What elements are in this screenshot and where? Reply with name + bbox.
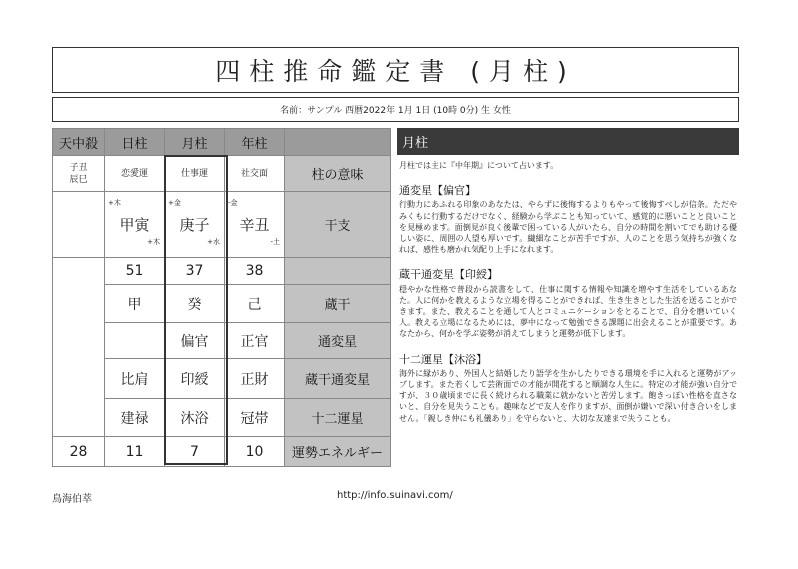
- energy-year: 10: [225, 437, 285, 467]
- kanshi-year-bottom: -土: [270, 238, 280, 246]
- tenchusatsu-blank-2: [53, 258, 105, 437]
- footer-url-link[interactable]: http://info.suinavi.com/: [337, 490, 453, 501]
- number-month: 37: [165, 258, 225, 285]
- kanshi-day: [105, 192, 165, 258]
- number-year: 38: [225, 258, 285, 285]
- label-unsei: 十二運星: [285, 399, 391, 437]
- zoukan-tsuhen-month: 印綬: [165, 359, 225, 399]
- tenchusatsu-blank-1: [53, 192, 105, 258]
- zoukan-year: 己: [225, 285, 285, 323]
- kanshi-month-top: +金: [168, 199, 181, 207]
- header-month-pillar: 月柱: [165, 129, 225, 156]
- section-text-tsuhen: 行動力にあふれる印象のあなたは、やらずに後悔するよりもやって後悔すべしが信条。ただやみくもに行動するだけでなく、経験から学ぶことも知っていて、感覚的に悪いことと良いことを見極めます。面倒見が良く後輩で困っている人がいたら、自分の時間を割いてでも助ける優しい姿に、周囲の人望も厚いです。繊細なことが苦手ですが、人のことを思う気持ちが強くなれば、感性も磨かれ気配り上手になれます。: [399, 200, 737, 255]
- section-text-unsei: 海外に縁があり、外国人と結婚したり語学を生かしたりできる環境を手に入れると運勢がアップします。また若くして芸術面での才能が開花すると順調な人生に。特定の才能が強い自分ですが、３０歳頃までに長く続けられる職業に就かないと苦労します。飽きっぽい性格を直さないと、自分を見失うことも。趣味などで友人を作りますが、面倒が嫌いで深い付き合いをしません。「親しき仲にも礼儀あり」を守らないと、大切な友達まで失うことも。: [399, 368, 737, 423]
- meishiki-table: [52, 128, 391, 467]
- kanshi-day-top: +木: [108, 199, 121, 207]
- kanshi-year-main: 辛丑: [239, 216, 270, 234]
- kanshi-day-main: 甲寅: [119, 216, 150, 234]
- tsuhen-month: 偏官: [165, 323, 225, 359]
- meaning-year: 社交面: [225, 156, 285, 192]
- header-tenchusatsu: 天中殺: [53, 129, 105, 156]
- panel-intro: 月柱では主に『中年期』について占います。: [399, 161, 559, 170]
- zoukan-tsuhen-year: 正財: [225, 359, 285, 399]
- kanshi-month: [165, 192, 225, 258]
- energy-tenchusatsu: 28: [53, 437, 105, 467]
- section-title-zoukan-tsuhen: 蔵干通変星【印綬】: [399, 268, 498, 282]
- label-energy: 運勢エネルギー: [285, 437, 391, 467]
- energy-month: 7: [165, 437, 225, 467]
- footer-author: 鳥海伯萃: [52, 494, 92, 505]
- kanshi-year: [225, 192, 285, 258]
- energy-day: 11: [105, 437, 165, 467]
- header-day-pillar: 日柱: [105, 129, 165, 156]
- panel-heading: 月柱: [397, 128, 739, 155]
- label-zoukan: 蔵干: [285, 285, 391, 323]
- label-number-blank: [285, 258, 391, 285]
- label-zoukan-tsuhen: 蔵干通変星: [285, 359, 391, 399]
- label-tsuhen: 通変星: [285, 323, 391, 359]
- page-title: 四柱推命鑑定書 (月柱): [52, 47, 739, 93]
- kanshi-year-top: -金: [228, 199, 238, 207]
- unsei-month: 沐浴: [165, 399, 225, 437]
- section-title-tsuhen: 通変星【偏官】: [399, 184, 476, 198]
- tsuhen-day: [105, 323, 165, 359]
- zoukan-month: 癸: [165, 285, 225, 323]
- meaning-month: 仕事運: [165, 156, 225, 192]
- section-title-unsei: 十二運星【沐浴】: [399, 352, 487, 366]
- section-text-zoukan-tsuhen: 穏やかな性格で普段から読書をして、仕事に関する情報や知識を増やす生活をしているあなた。人に何かを教えるような立場を得ることができれば、生き生きとした生活を送ることができます。また、教えることを通して人とコミュニケーションをとることで、自分を磨いていく人。教える立場になるためには、夢中になって勉強できる課題に出会えることが重要です。あなたから、何かを学ぶ姿勢が消えてしまうと運勢が低下します。: [399, 284, 737, 339]
- tenchusatsu-text: 子丑 辰巳: [69, 162, 88, 185]
- label-meaning: 柱の意味: [285, 156, 391, 192]
- meaning-day: 恋愛運: [105, 156, 165, 192]
- tsuhen-year: 正官: [225, 323, 285, 359]
- kanshi-month-bottom: +水: [207, 238, 220, 246]
- label-kanshi: 干支: [285, 192, 391, 258]
- panel-body: [399, 160, 737, 438]
- unsei-year: 冠帯: [225, 399, 285, 437]
- header-year-pillar: 年柱: [225, 129, 285, 156]
- header-blank: [285, 129, 391, 156]
- unsei-day: 建禄: [105, 399, 165, 437]
- zoukan-tsuhen-day: 比肩: [105, 359, 165, 399]
- zoukan-day: 甲: [105, 285, 165, 323]
- number-day: 51: [105, 258, 165, 285]
- tenchusatsu-value: [53, 156, 105, 192]
- kanshi-day-bottom: +木: [147, 238, 160, 246]
- kanshi-month-main: 庚子: [179, 216, 210, 234]
- subject-info: 名前：サンプル 西暦2022年 1月 1日 (10時 0分) 生 女性: [52, 97, 739, 122]
